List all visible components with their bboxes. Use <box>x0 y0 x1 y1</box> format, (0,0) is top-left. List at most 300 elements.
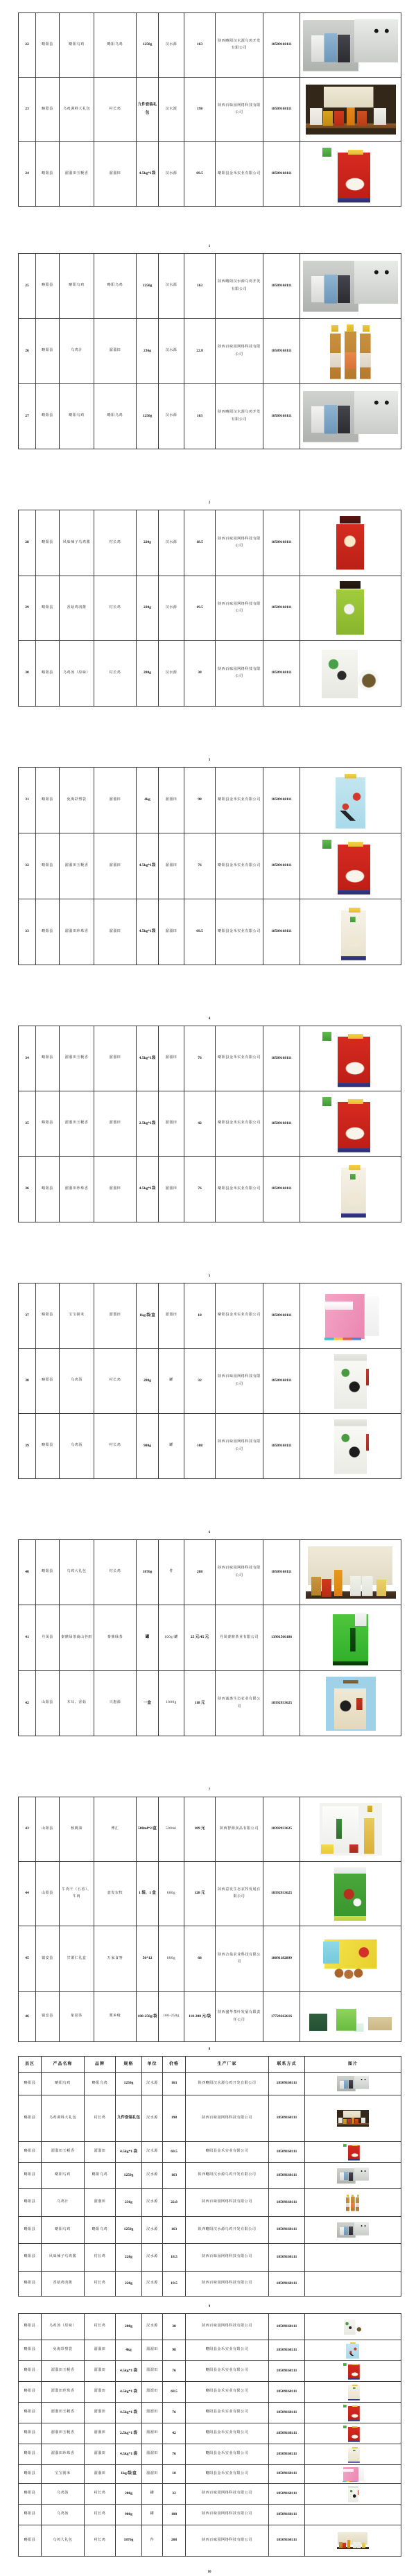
cell-photo <box>305 2314 401 2340</box>
cell-no: 39 <box>19 1414 36 1479</box>
table-row <box>19 2465 401 2484</box>
cell-unit: 溜溜田 <box>159 899 184 965</box>
cell-spec: 220g <box>116 2272 142 2297</box>
cell-brand: 溜溜田 <box>85 2382 116 2403</box>
cell-price: 18.5 <box>163 2244 186 2272</box>
cell-company: 陕西略阳汉水源乌鸡开发有限公司 <box>186 2073 269 2095</box>
cell-price: 69.5 <box>163 2382 186 2403</box>
cell-photo <box>300 833 401 899</box>
table-row <box>19 1926 401 1992</box>
cell-price: 19.5 <box>163 2272 186 2297</box>
cell-company: 陕西合曼农业科技有限公司 <box>216 1926 263 1992</box>
cell-county: 略阳县 <box>19 2444 42 2465</box>
product-table-summary <box>18 2313 401 2557</box>
table-row <box>19 833 401 899</box>
cell-price: 118-288 元/袋 <box>184 1992 216 2042</box>
cell-phone: 18509168111 <box>269 2189 305 2217</box>
cell-phone: 18509168111 <box>269 2272 305 2297</box>
cell-price: 163 <box>163 2163 186 2189</box>
table-row <box>19 2314 401 2340</box>
cell-no: 32 <box>19 833 36 899</box>
cell-phone: 18509168111 <box>263 13 300 78</box>
cell-phone: 18392933625 <box>263 1862 300 1926</box>
doc-page-3 <box>0 507 416 762</box>
cell-no: 41 <box>19 1605 36 1671</box>
table-row <box>19 1797 401 1862</box>
cell-brand: 栗乡缘 <box>94 1992 137 2042</box>
table-row <box>19 768 401 833</box>
table-row <box>19 2272 401 2297</box>
cell-photo <box>300 1349 401 1414</box>
cell-spec: 1250g <box>137 384 159 449</box>
product-photo-rice-blue <box>344 2342 362 2359</box>
column-header: 品牌 <box>85 2057 116 2073</box>
cell-county: 略阳县 <box>36 768 60 833</box>
cell-photo <box>300 576 401 641</box>
table-row <box>19 384 401 449</box>
cell-photo <box>300 1926 401 1992</box>
cell-no: 25 <box>19 254 36 319</box>
cell-unit: 罐 <box>159 1414 184 1479</box>
product-photo-giftbox-bottles <box>337 2532 369 2549</box>
cell-no: 24 <box>19 142 36 207</box>
cell-phone: 18392933625 <box>263 1671 300 1736</box>
cell-county: 镇安县 <box>36 1926 60 1992</box>
cell-county: 略阳县 <box>36 254 60 319</box>
table-row <box>19 1671 401 1736</box>
cell-county: 略阳县 <box>19 2244 42 2272</box>
cell-price: 25 元/45 元 <box>184 1605 216 1671</box>
cell-spec: 1kg/袋/盒 <box>137 1283 159 1349</box>
cell-price: 118 元 <box>184 1671 216 1736</box>
cell-company: 陕西略阳汉水源乌鸡开发有限公司 <box>216 13 263 78</box>
cell-photo <box>300 384 401 449</box>
cell-county: 略阳县 <box>36 1026 60 1091</box>
cell-no: 34 <box>19 1026 36 1091</box>
cell-unit: 汉水源 <box>142 2314 163 2340</box>
cell-phone: 18509168111 <box>269 2142 305 2163</box>
cell-brand: 溜溜田 <box>85 2361 116 2382</box>
cell-product: 象园茶 <box>60 1992 94 2042</box>
doc-page-7 <box>0 1537 416 1792</box>
cell-spec: 4.5kg*1 袋 <box>116 2444 142 2465</box>
product-photo-giftbox-grey <box>337 2222 369 2238</box>
cell-product: 香菇鸡肉酱 <box>60 576 94 641</box>
cell-phone: 18509168111 <box>269 2361 305 2382</box>
cell-product: 溜溜田玉粳香 <box>42 2403 85 2423</box>
cell-company: 陕西智源食品有限公司 <box>216 1797 263 1862</box>
cell-spec: 4kg <box>116 2340 142 2361</box>
product-table-numbered <box>18 1539 401 1736</box>
cell-product: 溜溜田玉粳香 <box>60 833 94 899</box>
cell-spec: 罐 <box>137 1605 159 1671</box>
cell-spec: 1250g <box>137 13 159 78</box>
cell-unit: 罐 <box>142 2484 163 2505</box>
cell-brand: 溜溜田 <box>94 142 137 207</box>
cell-photo <box>300 1862 401 1926</box>
cell-photo <box>305 2505 401 2525</box>
cell-unit: 溜溜田 <box>142 2403 163 2423</box>
cell-no: 37 <box>19 1283 36 1349</box>
cell-phone: 18509168111 <box>269 2095 305 2142</box>
doc-page-5 <box>0 1023 416 1278</box>
cell-county: 山阳县 <box>36 1671 60 1736</box>
cell-company: 陕西百味园网络科技有限公司 <box>186 2189 269 2217</box>
cell-brand: 村长鸡 <box>94 510 137 576</box>
cell-unit: 汉水源 <box>142 2244 163 2272</box>
cell-phone: 18509168111 <box>263 142 300 207</box>
column-header: 县区 <box>19 2057 42 2073</box>
cell-spec: 九件套装礼包 <box>137 78 159 142</box>
product-photo-bottles-amber <box>324 324 378 379</box>
cell-brand: 村长鸡 <box>85 2525 116 2557</box>
cell-product: 略阳乌鸡 <box>42 2073 85 2095</box>
cell-product: 略阳乌鸡 <box>60 254 94 319</box>
cell-spec: 1kg/袋/盒 <box>116 2465 142 2484</box>
cell-county: 略阳县 <box>19 2142 42 2163</box>
cell-photo <box>305 2423 401 2444</box>
cell-spec: 1876g <box>137 1540 159 1605</box>
cell-brand: 村长鸡 <box>85 2505 116 2525</box>
cell-brand: 溜溜田 <box>94 1091 137 1157</box>
cell-phone: 18509168111 <box>263 1540 300 1605</box>
cell-product: 乌鸡调料大礼包 <box>42 2095 85 2142</box>
cell-company: 陕西百味园网络科技有限公司 <box>216 1540 263 1605</box>
cell-photo <box>300 899 401 965</box>
cell-spec: 1876g <box>116 2525 142 2557</box>
table-row <box>19 1026 401 1091</box>
cell-phone: 18509168111 <box>263 254 300 319</box>
cell-unit: 680g <box>159 1862 184 1926</box>
cell-unit: 汉水源 <box>159 254 184 319</box>
product-photo-rice-red <box>322 838 380 894</box>
product-photo-rice-white <box>343 2446 363 2463</box>
cell-county: 略阳县 <box>19 2340 42 2361</box>
product-table-numbered <box>18 12 401 207</box>
cell-brand: 溜溜田 <box>94 833 137 899</box>
cell-product: 宝宝粥米 <box>60 1283 94 1349</box>
table-row <box>19 2484 401 2505</box>
cell-unit: 罐 <box>159 1349 184 1414</box>
cell-company: 陕西意发生态农牧发展有限公司 <box>216 1862 263 1926</box>
cell-company: 陕西略阳汉水源乌鸡开发有限公司 <box>186 2217 269 2244</box>
product-photo-box-pink <box>341 2466 365 2482</box>
product-photo-rice-red <box>322 1030 380 1087</box>
cell-brand: 村长鸡 <box>85 2314 116 2340</box>
cell-company: 陕西百味园网络科技有限公司 <box>186 2244 269 2272</box>
cell-unit: 汉水源 <box>142 2189 163 2217</box>
cell-price: 98 <box>163 2340 186 2361</box>
cell-spec: 280g <box>116 2484 142 2505</box>
cell-phone: 18509168111 <box>269 2444 305 2465</box>
cell-price: 76 <box>184 833 216 899</box>
cell-unit: 600g <box>159 1926 184 1992</box>
cell-spec: 50*12 <box>137 1926 159 1992</box>
cell-product: 乌鸡汁 <box>42 2189 85 2217</box>
cell-no: 31 <box>19 768 36 833</box>
cell-county: 略阳县 <box>19 2272 42 2297</box>
cell-unit: 汉水源 <box>142 2073 163 2095</box>
cell-unit: 汉水源 <box>142 2163 163 2189</box>
table-row <box>19 2444 401 2465</box>
cell-unit: 汉水源 <box>142 2272 163 2297</box>
product-photo-box-pink <box>321 1290 381 1342</box>
table-row <box>19 2525 401 2557</box>
product-photo-rice-white <box>343 2384 363 2401</box>
cell-brand: 村长鸡 <box>94 1349 137 1414</box>
cell-brand: 溜溜田 <box>94 1157 137 1222</box>
cell-no: 30 <box>19 641 36 707</box>
cell-brand: 村长鸡 <box>94 1414 137 1479</box>
cell-brand: 村长鸡 <box>85 2244 116 2272</box>
cell-county: 略阳县 <box>36 1414 60 1479</box>
cell-unit: 溜溜田 <box>159 833 184 899</box>
table-row <box>19 78 401 142</box>
page-number: 6 <box>208 1531 211 1535</box>
product-table-numbered <box>18 1283 401 1479</box>
cell-spec: 1 袋、1 盒 <box>137 1862 159 1926</box>
cell-no: 23 <box>19 78 36 142</box>
cell-price: 208 <box>184 1540 216 1605</box>
cell-unit: 罐 <box>142 2505 163 2525</box>
cell-company: 略阳县金禾实业有限公司 <box>186 2465 269 2484</box>
table-row <box>19 1283 401 1349</box>
cell-photo <box>300 1992 401 2042</box>
cell-unit: 件 <box>159 1540 184 1605</box>
cell-unit: 100g/罐 <box>159 1605 184 1671</box>
product-table-numbered <box>18 1026 401 1222</box>
cell-unit: 溜溜田 <box>159 768 184 833</box>
cell-photo <box>300 319 401 384</box>
product-photo-tin-green <box>329 1610 373 1666</box>
cell-county: 略阳县 <box>36 384 60 449</box>
cell-brand: 略阳乌鸡 <box>85 2217 116 2244</box>
cell-brand: 村长鸡 <box>94 1540 137 1605</box>
cell-photo <box>305 2217 401 2244</box>
cell-unit: 1000g <box>159 1671 184 1736</box>
product-photo-chestnut-box <box>320 1936 382 1982</box>
product-photo-giftbox-grey <box>303 389 399 444</box>
cell-company: 略阳县金禾实业有限公司 <box>186 2142 269 2163</box>
cell-brand: 略阳乌鸡 <box>85 2163 116 2189</box>
doc-page-4 <box>0 764 416 1021</box>
cell-price: 68 <box>184 1926 216 1992</box>
cell-spec: 4.5kg*1袋 <box>137 1026 159 1091</box>
cell-product: 溜溜田珍珠香 <box>42 2444 85 2465</box>
cell-brand: 略阳乌鸡 <box>94 13 137 78</box>
cell-county: 略阳县 <box>19 2484 42 2505</box>
cell-county: 略阳县 <box>36 1283 60 1349</box>
cell-photo <box>300 768 401 833</box>
page-number: 2 <box>208 501 211 505</box>
product-table-numbered <box>18 1797 401 2042</box>
cell-product: 宝宝粥米 <box>42 2465 85 2484</box>
cell-price: 69.5 <box>184 142 216 207</box>
table-row <box>19 1414 401 1479</box>
cell-price: 163 <box>184 254 216 319</box>
table-row <box>19 2189 401 2217</box>
cell-company: 略阳县金禾实业有限公司 <box>216 142 263 207</box>
cell-company: 略阳县金禾实业有限公司 <box>216 1026 263 1091</box>
cell-unit: 溜溜田 <box>159 1157 184 1222</box>
product-photo-can-white <box>346 2486 360 2502</box>
cell-brand: 溜溜田 <box>94 1283 137 1349</box>
cell-price: 19.5 <box>184 576 216 641</box>
cell-unit: 溜溜田 <box>142 2382 163 2403</box>
cell-phone: 18509168111 <box>263 1157 300 1222</box>
cell-phone: 18509168111 <box>269 2314 305 2340</box>
cell-product: 免淘彩塑袋 <box>42 2340 85 2361</box>
cell-photo <box>305 2465 401 2484</box>
cell-photo <box>305 2484 401 2505</box>
product-photo-rice-white <box>329 904 373 960</box>
cell-phone: 18509168111 <box>269 2382 305 2403</box>
cell-brand: 村长鸡 <box>85 2095 116 2142</box>
cell-county: 略阳县 <box>19 2189 42 2217</box>
table-row <box>19 1862 401 1926</box>
cell-product: 乌鸡汤 <box>60 1349 94 1414</box>
table-row <box>19 2163 401 2189</box>
cell-brand: 秦鼎绿茶 <box>94 1605 137 1671</box>
cell-price: 76 <box>163 2403 186 2423</box>
cell-unit: 500ml <box>159 1797 184 1862</box>
cell-brand: 溜溜田 <box>85 2189 116 2217</box>
cell-unit: 溜溜田 <box>159 1091 184 1157</box>
cell-product: 乌鸡汤 <box>42 2484 85 2505</box>
cell-photo <box>305 2444 401 2465</box>
page-number: 5 <box>208 1274 211 1278</box>
cell-photo <box>300 1157 401 1222</box>
cell-brand: 略阳乌鸡 <box>94 254 137 319</box>
cell-spec: 236g <box>137 319 159 384</box>
cell-product: 溜溜田珍珠香 <box>42 2382 85 2403</box>
product-photo-giftbox-grey <box>337 2075 369 2092</box>
cell-no: 28 <box>19 510 36 576</box>
cell-photo <box>300 1605 401 1671</box>
cell-spec: 1250g <box>137 254 159 319</box>
cell-no: 43 <box>19 1797 36 1862</box>
cell-county: 略阳县 <box>19 2314 42 2340</box>
cell-price: 76 <box>184 1026 216 1091</box>
cell-phone: 18509168111 <box>263 319 300 384</box>
cell-photo <box>300 1414 401 1479</box>
cell-phone: 18509168111 <box>263 899 300 965</box>
product-photo-rice-red <box>343 2363 363 2380</box>
cell-spec: 220g <box>137 576 159 641</box>
product-photo-jars-shelf <box>337 2110 369 2127</box>
cell-brand: 溜溜田 <box>85 2340 116 2361</box>
cell-brand: 溜溜田 <box>94 319 137 384</box>
cell-product: 溜溜田玉粳香 <box>42 2142 85 2163</box>
cell-county: 略阳县 <box>19 2465 42 2484</box>
cell-unit: 汉水源 <box>159 641 184 707</box>
cell-product: 乌鸡汤（原味） <box>60 641 94 707</box>
cell-product: 乌鸡大礼包 <box>42 2525 85 2557</box>
cell-price: 69.5 <box>163 2142 186 2163</box>
cell-product: 乌鸡汤 <box>42 2505 85 2525</box>
cell-county: 略阳县 <box>36 641 60 707</box>
cell-brand: 兴惠源 <box>94 1671 137 1736</box>
page-number: 9 <box>208 2305 211 2308</box>
cell-spec: 九件套装礼包 <box>116 2095 142 2142</box>
cell-county: 略阳县 <box>19 2163 42 2189</box>
cell-price: 198 <box>163 2095 186 2142</box>
cell-company: 陕西百味园网络科技有限公司 <box>186 2314 269 2340</box>
doc-page-6 <box>0 1280 416 1535</box>
cell-spec: 500ml*2/盒 <box>137 1797 159 1862</box>
cell-price: 128 元 <box>184 1862 216 1926</box>
cell-company: 陕西略阳汉水源乌鸡开发有限公司 <box>186 2163 269 2189</box>
cell-photo <box>300 13 401 78</box>
cell-brand: 溜溜田 <box>85 2444 116 2465</box>
cell-phone: 18509168111 <box>269 2244 305 2272</box>
cell-price: 22.8 <box>184 319 216 384</box>
cell-product: 乌鸡汤（原味） <box>42 2314 85 2340</box>
cell-company: 陕西百味园网络科技有限公司 <box>216 78 263 142</box>
product-photo-giftbox-grey <box>303 259 399 314</box>
cell-county: 略阳县 <box>36 142 60 207</box>
cell-price: 42 <box>184 1091 216 1157</box>
cell-product: 略阳乌鸡 <box>42 2163 85 2189</box>
cell-spec: 236g <box>116 2189 142 2217</box>
doc-page-1 <box>0 0 416 248</box>
cell-county: 镇安县 <box>36 1992 60 2042</box>
cell-county: 略阳县 <box>19 2403 42 2423</box>
product-photo-can-soup <box>316 647 385 700</box>
table-row <box>19 319 401 384</box>
cell-spec: 980g <box>137 1414 159 1479</box>
cell-company: 陕西百味园网络科技有限公司 <box>186 2095 269 2142</box>
cell-unit: 溜溜田 <box>142 2465 163 2484</box>
cell-brand: 博汇 <box>94 1797 137 1862</box>
cell-phone: 18509168111 <box>263 510 300 576</box>
cell-photo <box>300 1540 401 1605</box>
product-photo-can-soup <box>342 2319 364 2335</box>
cell-brand: 溜溜田 <box>94 899 137 965</box>
cell-phone: 18509168111 <box>263 641 300 707</box>
cell-product: 风味辣子乌鸡酱 <box>60 510 94 576</box>
cell-phone: 17729262616 <box>263 1992 300 2042</box>
cell-unit: 汉水源 <box>159 576 184 641</box>
cell-price: 98 <box>184 768 216 833</box>
cell-brand: 略阳乌鸡 <box>94 384 137 449</box>
cell-phone: 18509168111 <box>269 2217 305 2244</box>
cell-company: 略阳县金禾实业有限公司 <box>216 1283 263 1349</box>
product-photo-bottles-amber <box>344 2195 362 2211</box>
cell-product: 乌鸡调料大礼包 <box>60 78 94 142</box>
column-header: 生产厂家 <box>186 2057 269 2073</box>
cell-brand: 溜溜田 <box>85 2465 116 2484</box>
cell-company: 略阳县金禾实业有限公司 <box>186 2382 269 2403</box>
cell-no: 45 <box>19 1926 36 1992</box>
cell-phone: 18509168111 <box>263 1026 300 1091</box>
cell-company: 略阳县金禾实业有限公司 <box>186 2361 269 2382</box>
cell-product: 木耳、香菇 <box>60 1671 94 1736</box>
cell-spec: 2.5kg*1袋 <box>137 1091 159 1157</box>
cell-product: 秦鼎绿茶商山谷雨 <box>60 1605 94 1671</box>
cell-photo <box>305 2244 401 2272</box>
cell-product: 溜溜田玉粳香 <box>60 142 94 207</box>
cell-photo <box>305 2272 401 2297</box>
column-header: 规格 <box>116 2057 142 2073</box>
cell-no: 44 <box>19 1862 36 1926</box>
table-row <box>19 1992 401 2042</box>
table-row <box>19 641 401 707</box>
cell-brand: 溜溜田 <box>85 2423 116 2444</box>
table-row <box>19 2382 401 2403</box>
cell-price: 38 <box>163 2314 186 2340</box>
cell-company: 陕西百味园网络科技有限公司 <box>216 1414 263 1479</box>
